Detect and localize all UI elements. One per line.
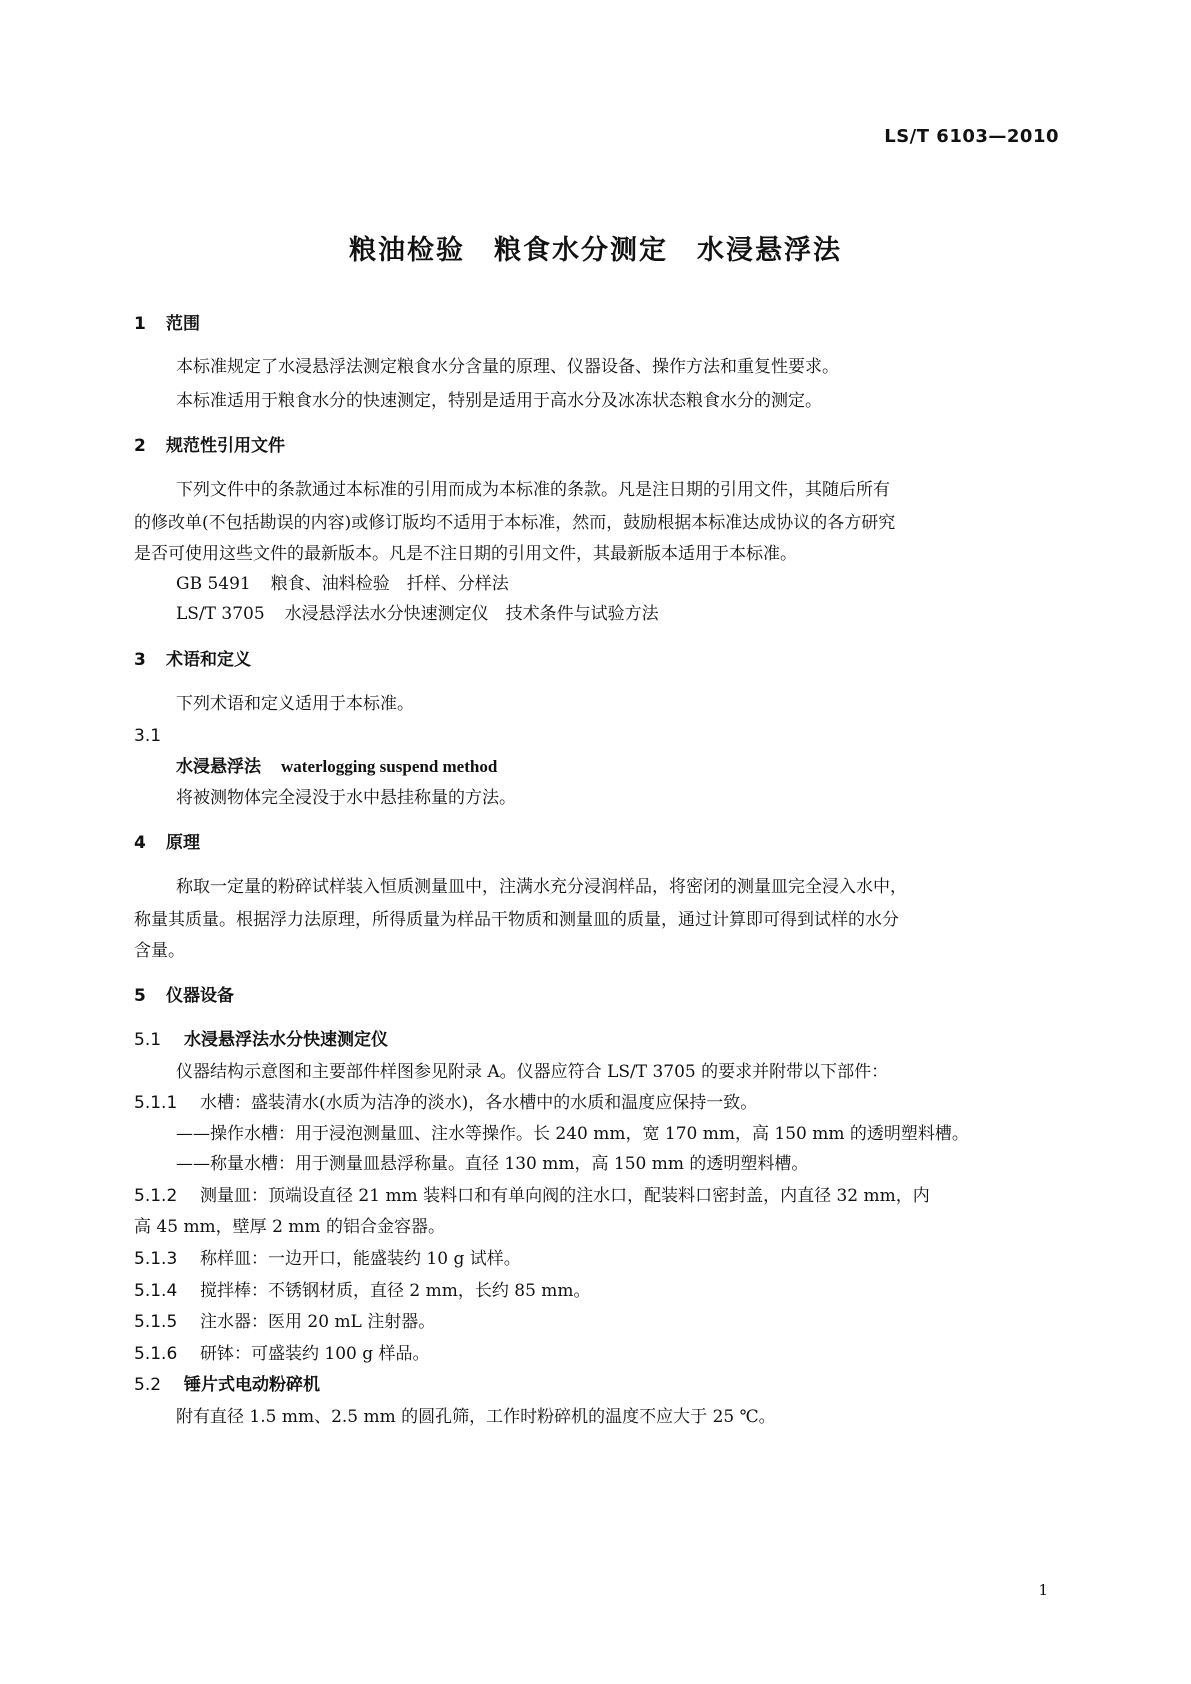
- section-1-heading: [134, 312, 200, 336]
- clause-text: 水槽：盛装清水(水质为洁净的淡水)，各水槽中的水质和温度应保持一致。: [200, 1093, 758, 1113]
- subsection-title: 水浸悬浮法水分快速测定仪: [184, 1030, 388, 1050]
- paragraph-line: 是否可使用这些文件的最新版本。凡是不注日期的引用文件，其最新版本适用于本标准。: [134, 544, 797, 564]
- reference-title: 粮食、油料检验 扦样、分样法: [270, 574, 509, 594]
- section-4-heading: [134, 831, 200, 855]
- reference-item: [176, 572, 509, 596]
- reference-code: GB 5491: [176, 574, 251, 594]
- page-number: 1: [1038, 1581, 1048, 1599]
- clause-5-1-3: [134, 1247, 521, 1271]
- paragraph: 本标准适用于粮食水分的快速测定，特别是适用于高水分及冰冻状态粮食水分的测定。: [176, 391, 822, 411]
- section-title: 术语和定义: [166, 650, 251, 670]
- list-item: ——操作水槽：用于浸泡测量皿、注水等操作。长 240 mm，宽 170 mm，高 150 mm 的透明塑料槽。: [176, 1124, 969, 1144]
- subsection-number: 5.1: [134, 1030, 162, 1050]
- term-english: waterlogging suspend method: [281, 757, 498, 776]
- section-number: 4: [134, 833, 146, 853]
- list-item: ——称量水槽：用于测量皿悬浮称量。直径 130 mm，高 150 mm 的透明塑料槽。: [176, 1154, 809, 1174]
- section-title: 原理: [166, 833, 200, 853]
- section-number: 3: [134, 650, 146, 670]
- paragraph: 下列术语和定义适用于本标准。: [176, 694, 414, 714]
- section-number: 5: [134, 986, 146, 1006]
- subsection-number: 3.1: [134, 726, 162, 746]
- paragraph-line: 含量。: [134, 941, 185, 961]
- section-5-heading: [134, 984, 234, 1008]
- section-number: 1: [134, 314, 146, 334]
- paragraph: 附有直径 1.5 mm、2.5 mm 的圆孔筛，工作时粉碎机的温度不应大于 25 ℃。: [176, 1407, 776, 1427]
- clause-text: 研钵：可盛装约 100 g 样品。: [200, 1344, 430, 1364]
- subsection-title: 锤片式电动粉碎机: [184, 1375, 320, 1395]
- clause-continuation: 高 45 mm，壁厚 2 mm 的铝合金容器。: [134, 1217, 445, 1237]
- reference-item: [176, 602, 659, 626]
- clause-5-1-2: [134, 1184, 930, 1208]
- clause-5-1-6: [134, 1342, 430, 1366]
- paragraph-line: 称量其质量。根据浮力法原理，所得质量为样品干物质和测量皿的质量，通过计算即可得到试样的水分: [134, 910, 899, 930]
- paragraph-line: 下列文件中的条款通过本标准的引用而成为本标准的条款。凡是注日期的引用文件，其随后所有: [176, 480, 890, 500]
- clause-5-1-1: [134, 1091, 757, 1115]
- paragraph: 仪器结构示意图和主要部件样图参见附录 A。仪器应符合 LS/T 3705 的要求并附带以下部件：: [176, 1062, 889, 1082]
- clause-5-1-5: [134, 1310, 435, 1334]
- section-title: 范围: [166, 314, 200, 334]
- clause-number: 5.1.3: [134, 1249, 178, 1269]
- clause-text: 注水器：医用 20 mL 注射器。: [200, 1312, 436, 1332]
- subsection-5-1-heading: [134, 1028, 388, 1052]
- clause-text: 称样皿：一边开口，能盛装约 10 g 试样。: [200, 1249, 521, 1269]
- subsection-number: 5.2: [134, 1375, 162, 1395]
- clause-text: 搅拌棒：不锈钢材质，直径 2 mm，长约 85 mm。: [200, 1281, 591, 1301]
- clause-number: 5.1.6: [134, 1344, 178, 1364]
- reference-code: LS/T 3705: [176, 604, 265, 624]
- subsection-5-2-heading: [134, 1373, 320, 1397]
- term-chinese: 水浸悬浮法: [176, 757, 261, 777]
- term-entry: [176, 755, 497, 779]
- section-2-heading: [134, 434, 285, 458]
- paragraph-line: 称取一定量的粉碎试样装入恒质测量皿中，注满水充分浸润样品，将密闭的测量皿完全浸入水中，: [176, 877, 907, 897]
- section-title: 规范性引用文件: [166, 436, 285, 456]
- section-3-heading: [134, 648, 251, 672]
- section-number: 2: [134, 436, 146, 456]
- clause-number: 5.1.2: [134, 1186, 178, 1206]
- term-definition: 将被测物体完全浸没于水中悬挂称量的方法。: [176, 788, 516, 808]
- section-title: 仪器设备: [166, 986, 234, 1006]
- clause-5-1-4: [134, 1279, 591, 1303]
- paragraph: 本标准规定了水浸悬浮法测定粮食水分含量的原理、仪器设备、操作方法和重复性要求。: [176, 357, 839, 377]
- clause-text: 测量皿：顶端设直径 21 mm 装料口和有单向阀的注水口，配装料口密封盖，内直径 32 mm，内: [200, 1186, 930, 1206]
- clause-number: 5.1.5: [134, 1312, 178, 1332]
- document-title: 粮油检验 粮食水分测定 水浸悬浮法: [349, 235, 842, 266]
- clause-number: 5.1.1: [134, 1093, 178, 1113]
- reference-title: 水浸悬浮法水分快速测定仪 技术条件与试验方法: [284, 604, 659, 624]
- clause-number: 5.1.4: [134, 1281, 178, 1301]
- standard-code: LS/T 6103—2010: [884, 126, 1059, 147]
- paragraph-line: 的修改单(不包括勘误的内容)或修订版均不适用于本标准，然而，鼓励根据本标准达成协议的各方研究: [134, 513, 896, 533]
